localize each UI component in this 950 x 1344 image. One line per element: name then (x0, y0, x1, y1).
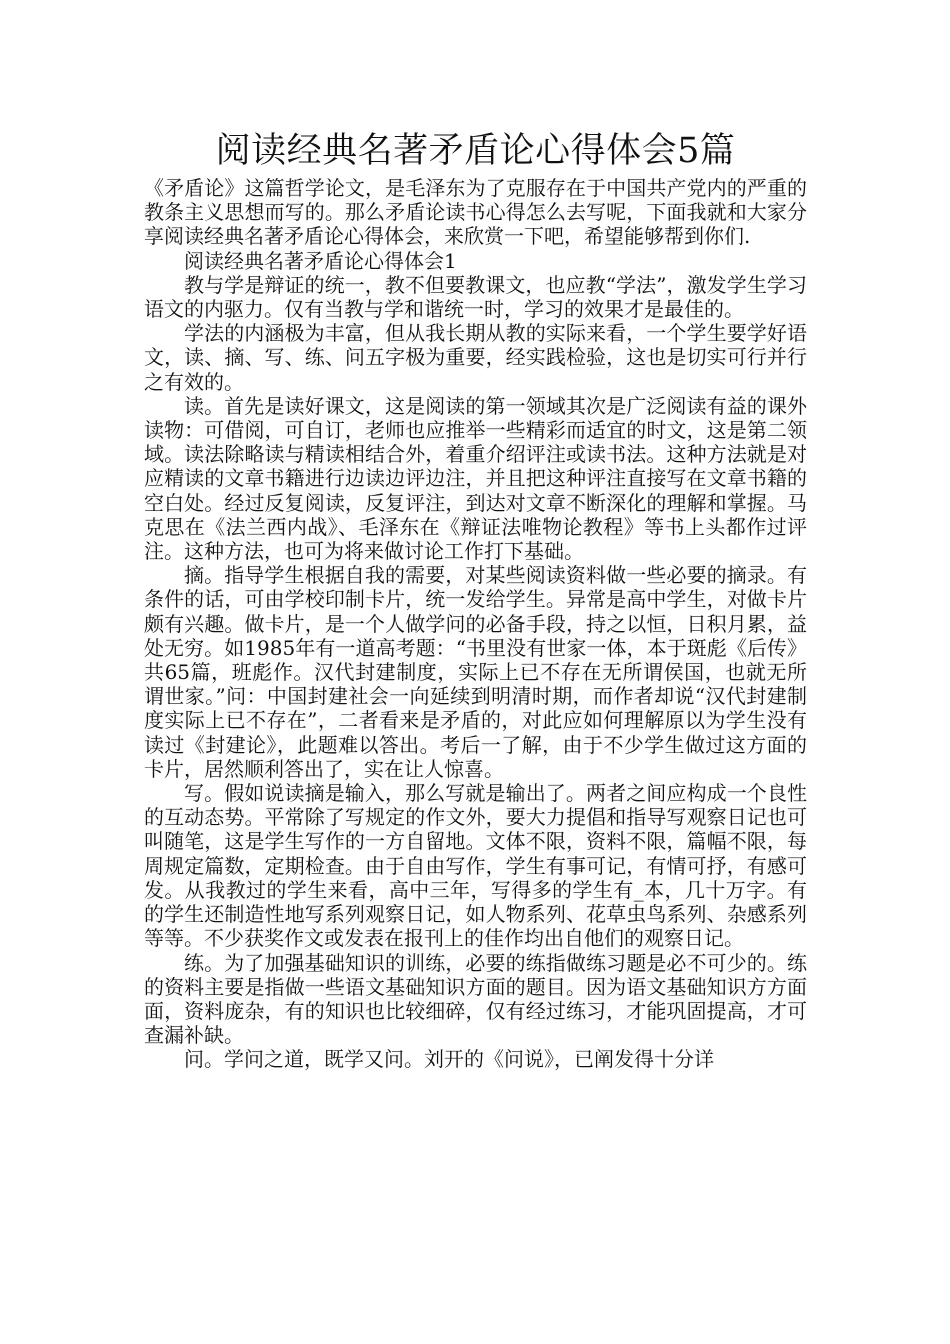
intro-paragraph: 《矛盾论》这篇哲学论文，是毛泽东为了克服存在于中国共产党内的严重的教条主义思想而写的。那么矛盾论读书心得怎么去写呢，下面我就和大家分享阅读经典名著矛盾论心得体会，来欣赏一下吧，希望能够帮到你们. (144, 176, 807, 249)
body-paragraph: 读。首先是读好课文，这是阅读的第一领域其次是广泛阅读有益的课外读物：可借阅，可自订，老师也应推举一些精彩而适宜的时文，这是第二领域。读法除略读与精读相结合外，着重介绍评注或读书法。这种方法就是对应精读的文章书籍进行边读边评边注，并且把这种评注直接写在文章书籍的空白处。经过反复阅读，反复评注，到达对文章不断深化的理解和掌握。马克思在《法兰西内战》、毛泽东在《辩证法唯物论教程》等书上头都作过评注。这种方法，也可为将来做讨论工作打下基础。 (144, 393, 807, 564)
body-paragraph: 写。假如说读摘是输入，那么写就是输出了。两者之间应构成一个良性的互动态势。平常除了写规定的作文外，要大力提倡和指导写观察日记也可叫随笔，这是学生写作的一方自留地。文体不限，资料不限，篇幅不限，每周规定篇数，定期检查。由于自由写作，学生有事可记，有情可抒，有感可发。从我教过的学生来看，高中三年，写得多的学生有_本，几十万字。有的学生还制造性地写系列观察日记，如人物系列、花草虫鸟系列、杂感系列等等。不少获奖作文或发表在报刊上的佳作均出自他们的观察日记。 (144, 781, 807, 951)
body-paragraph: 问。学问之道，既学又问。刘开的《问说》，已阐发得十分详 (184, 1047, 714, 1072)
body-paragraph: 摘。指导学生根据自我的需要，对某些阅读资料做一些必要的摘录。有条件的话，可由学校印制卡片，统一发给学生。异常是高中学生，对做卡片颇有兴趣。做卡片，是一个人做学问的必备手段，持之以恒，日积月累，益处无穷。如1985年有一道高考题：“书里没有世家一体，本于斑彪《后传》共65篇，班彪作。汉代封建制度，实际上已不存在无所谓侯国，也就无所谓世家。”问：中国封建社会一向延续到明清时期，而作者却说“汉代封建制度实际上已不存在”，二者看来是矛盾的，对此应如何理解原以为学生没有读过《封建论》，此题难以答出。考后一了解，由于不少学生做过这方面的卡片，居然顺利答出了，实在让人惊喜。 (144, 563, 807, 781)
body-paragraph: 学法的内涵极为丰富，但从我长期从教的实际来看，一个学生要学好语文，读、摘、写、练、问五字极为重要，经实践检验，这也是切实可行并行之有效的。 (144, 321, 807, 394)
body-paragraph: 练。为了加强基础知识的训练，必要的练指做练习题是必不可少的。练的资料主要是指做一些语文基础知识方面的题目。因为语文基础知识方方面面，资料庞杂，有的知识也比较细碎，仅有经过练习，才能巩固提高，才可查漏补缺。 (144, 950, 807, 1048)
section-title: 阅读经典名著矛盾论心得体会1 (184, 248, 457, 273)
document-page (144, 126, 807, 1072)
document-title: 阅读经典名著矛盾论心得体会5篇 (215, 131, 736, 171)
body-paragraph: 教与学是辩证的统一，教不但要教课文，也应教“学法”，激发学生学习语文的内驱力。仅有当教与学和谐统一时，学习的效果才是最佳的。 (144, 272, 807, 322)
